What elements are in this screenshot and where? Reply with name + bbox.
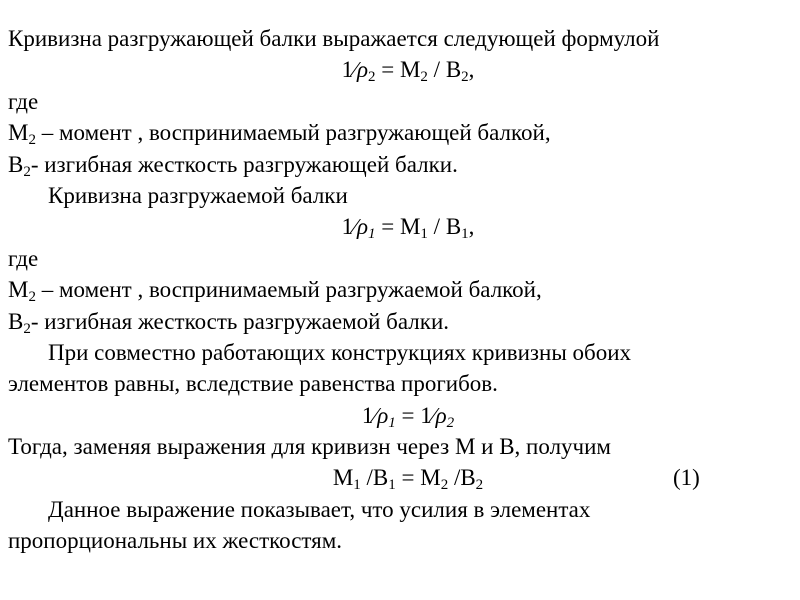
definition-b2-loaded: $B_2-$ изгибная жесткость разгружаемой балки. (8, 308, 450, 337)
text-line-1: Кривизна разгружающей балки выражается следующей формулой (8, 26, 660, 51)
formula-1: $M_1$ $/B_1 = M_2$ $/B_2$ (1) (8, 462, 792, 493)
text-line-where-1: где (8, 88, 39, 114)
text-line-curvature-loaded: Кривизна разгружаемой балки (48, 182, 348, 208)
definition-b2-unloading: $B_2-$ изгибная жесткость разгружающей балки. (8, 151, 458, 180)
text-line-substitution: Тогда, заменяя выражения для кривизн через M и B, получим (8, 434, 611, 460)
text-line-where-2: где (8, 245, 39, 271)
text-line-equal-curvatures: элементов равны, вследствие равенства прогибов. (8, 371, 498, 397)
equation-number: (1) (673, 465, 700, 491)
text-line-joint-work: При совместно работающих конструкциях кривизны обоих (48, 339, 632, 365)
formula-equal-curvatures: $1∕\rho_1$ = $1∕\rho_2$ (361, 402, 455, 431)
document-page (8, 23, 792, 557)
formula-curvature-loaded: $1∕\rho_1 = M_1 / B_1$, (341, 214, 475, 243)
text-line-conclusion-1: Данное выражение показывает, что усилия в элементах (48, 496, 591, 522)
definition-m2-unloading: $M_2$ – момент , воспринимаемый разгружающей балкой, (8, 120, 551, 149)
text-line-conclusion-2: пропорциональны их жесткостям. (8, 528, 343, 554)
definition-m2-loaded: $M_2$ – момент , воспринимаемый разгружаемой балкой, (8, 277, 542, 306)
formula-curvature-unloading: $1∕\rho_2 = M_2 / B_2$, (341, 57, 475, 86)
